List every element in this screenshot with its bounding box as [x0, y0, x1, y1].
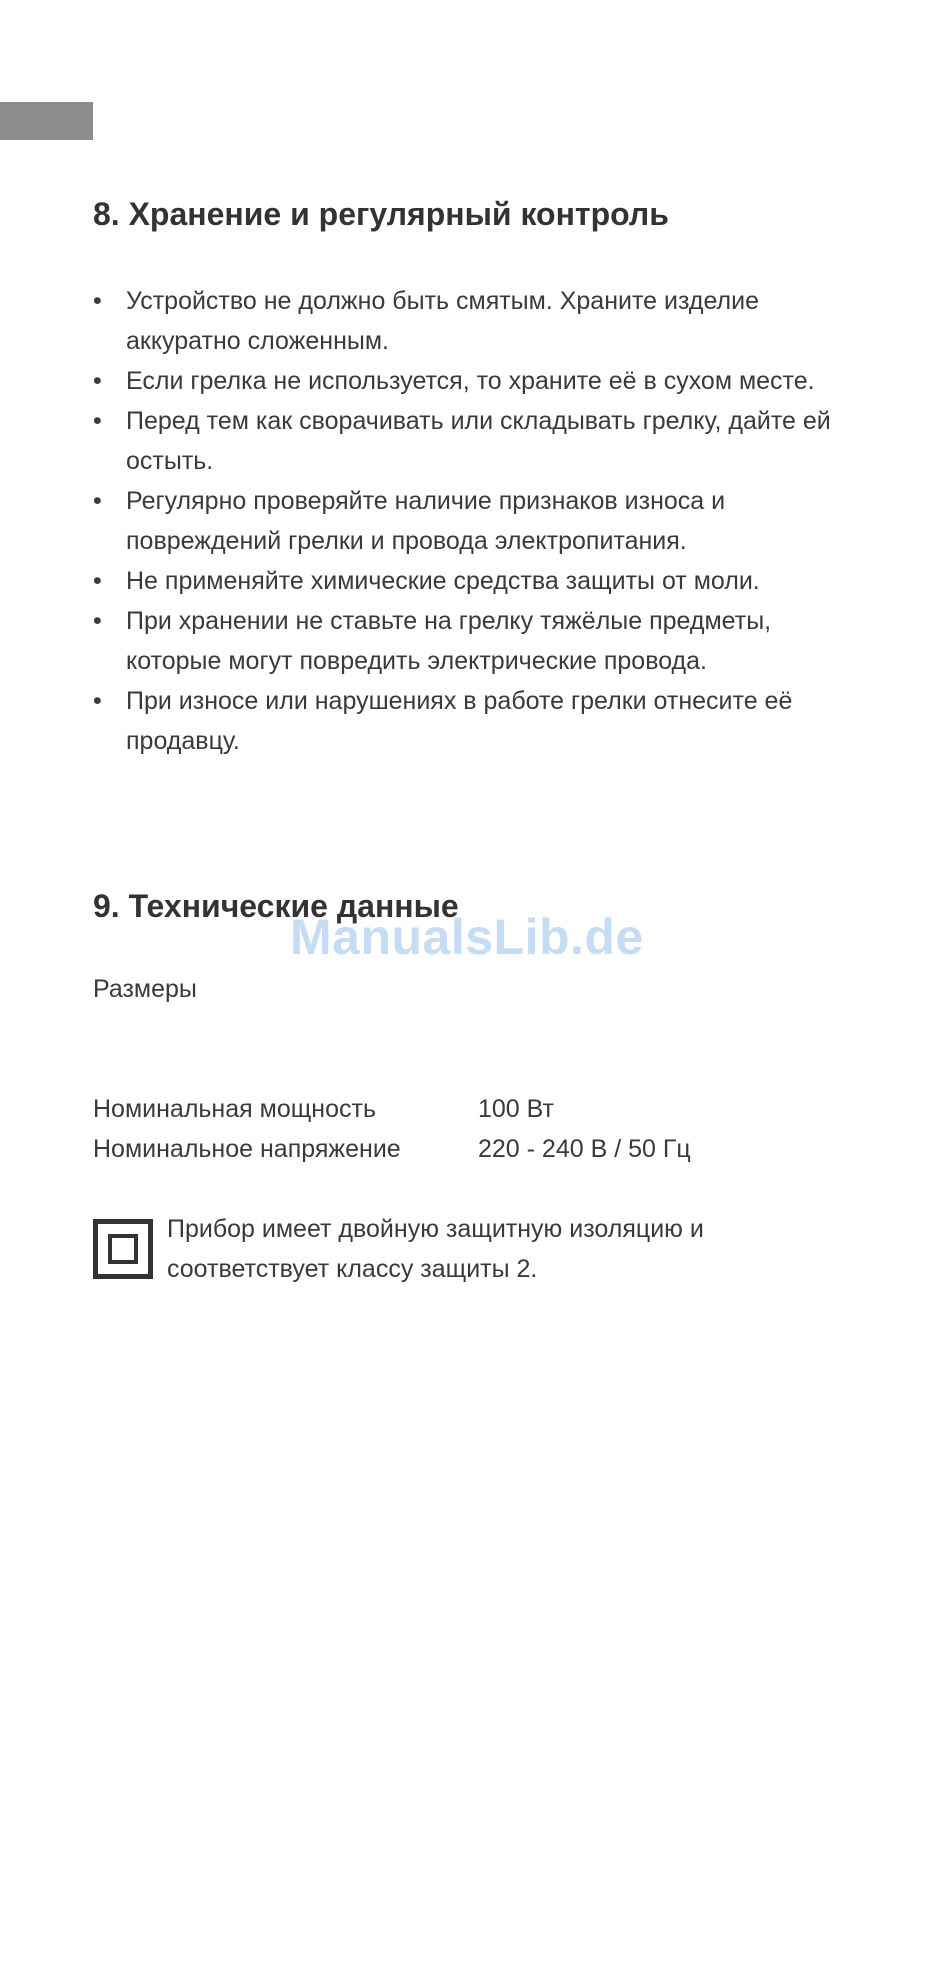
- list-item: • Регулярно проверяйте наличие признаков износа и повреждений грелки и провода электропитания.: [93, 481, 873, 561]
- list-item: • Перед тем как сворачивать или складывать грелку, дайте ей остыть.: [93, 401, 873, 481]
- bullet: •: [93, 687, 102, 715]
- protection-class-text: Прибор имеет двойную защитную изоляцию и соответствует классу защиты 2.: [167, 1215, 704, 1283]
- list-item: • При износе или нарушениях в работе грелки отнесите её продавцу.: [93, 681, 873, 761]
- bullet: •: [93, 567, 102, 595]
- page-tab-marker: [0, 102, 93, 140]
- spec-value: 220 - 240 В / 50 Гц: [478, 1135, 691, 1163]
- sizes-label: Размеры: [93, 975, 197, 1003]
- section-9-title: 9. Технические данные: [93, 888, 459, 924]
- section-8-title: 8. Хранение и регулярный контроль: [93, 196, 669, 232]
- spec-key: Номинальная мощность: [93, 1095, 376, 1123]
- double-insulation-icon: [93, 1219, 153, 1279]
- list-item: • Если грелка не используется, то храните её в сухом месте.: [93, 361, 873, 401]
- spec-key: Номинальное напряжение: [93, 1135, 401, 1163]
- list-item: • Устройство не должно быть смятым. Храните изделие аккуратно сложенным.: [93, 281, 873, 361]
- spec-row-power: [93, 1089, 554, 1129]
- spec-row-voltage: [93, 1129, 691, 1169]
- storage-list: [93, 281, 873, 761]
- list-item: • При хранении не ставьте на грелку тяжёлые предметы, которые могут повредить электрические провода.: [93, 601, 873, 681]
- bullet: •: [93, 287, 102, 315]
- bullet: •: [93, 407, 102, 435]
- bullet: •: [93, 607, 102, 635]
- bullet: •: [93, 487, 102, 515]
- watermark-logo: ManualsLib.de: [290, 909, 644, 965]
- list-item: • Не применяйте химические средства защиты от моли.: [93, 561, 873, 601]
- bullet: •: [93, 367, 102, 395]
- spec-value: 100 Вт: [478, 1095, 554, 1123]
